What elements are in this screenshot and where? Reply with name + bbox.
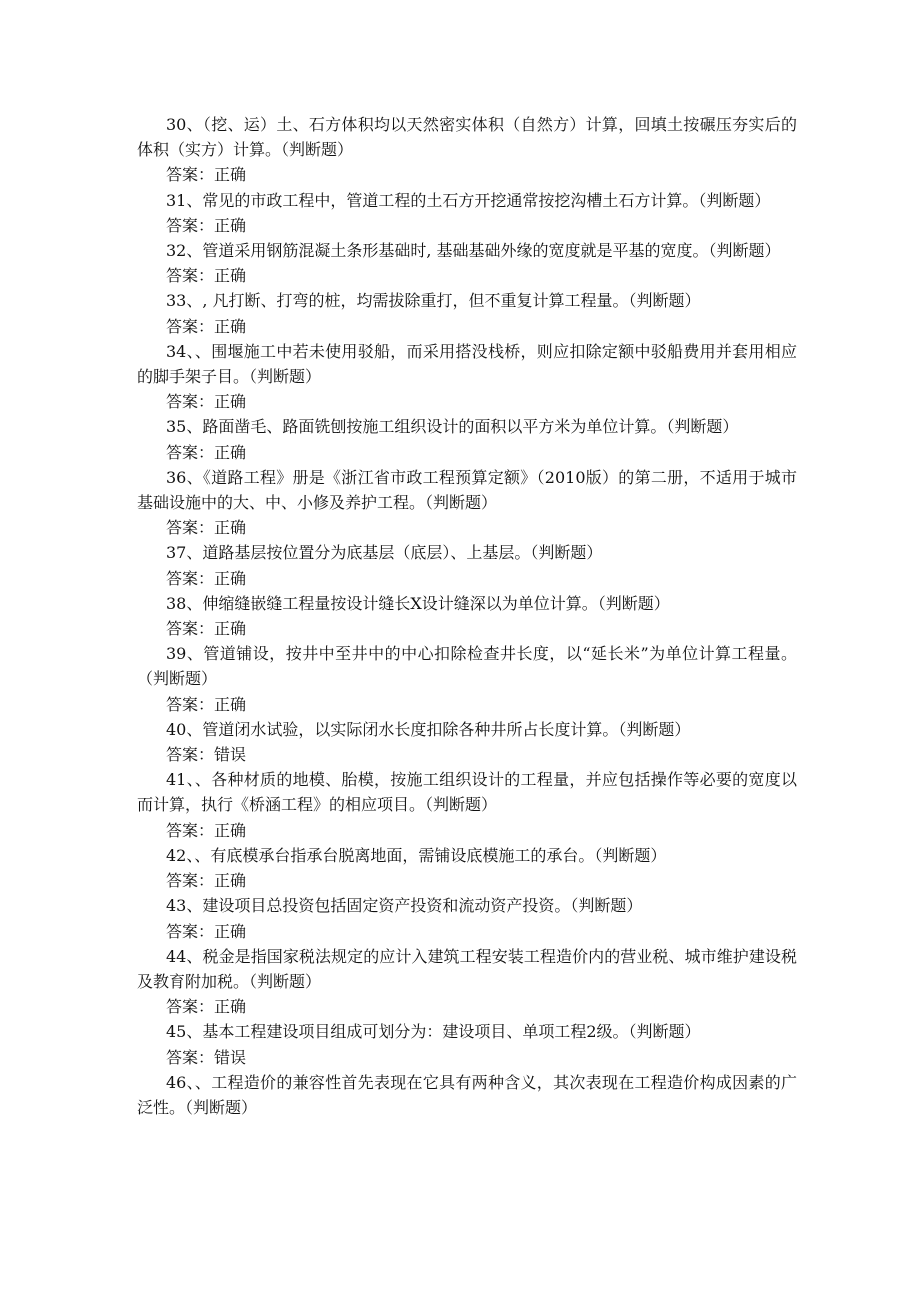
answer-37: 答案：正确 [166,568,247,588]
question-30: 30、（挖、运）土、石方体积均以天然密实体积（自然方）计算，回填土按碾压夯实后的体积（实方）计算。（判断题） [137,115,797,160]
answer-39: 答案：正确 [166,694,247,714]
question-39: 39、管道铺设，按井中至井中的中心扣除检查井长度，以“延长米”为单位计算工程量。（判断题） [137,644,797,689]
answer-44: 答案：正确 [166,997,247,1017]
question-36: 36、《道路工程》册是《浙江省市政工程预算定额》（2010版）的第二册，不适用于城市基础设施中的大、中、小修及养护工程。（判断题） [137,467,797,513]
document-page [137,112,797,1120]
question-38: 38、伸缩缝嵌缝工程量按设计缝长X设计缝深以为单位计算。（判断题） [166,593,670,613]
question-37: 37、道路基层按位置分为底基层（底层）、上基层。（判断题） [166,543,603,563]
answer-31: 答案：正确 [166,215,247,235]
answer-36: 答案：正确 [166,518,247,538]
question-46: 46、、工程造价的兼容性首先表现在它具有两种含义，其次表现在工程造价构成因素的广泛性。（判断题） [137,1072,797,1117]
question-44: 44、税金是指国家税法规定的应计入建筑工程安装工程造价内的营业税、城市维护建设税及教育附加税。（判断题） [137,946,797,991]
question-42: 42、、有底模承台指承台脱离地面，需铺设底模施工的承台。（判断题） [166,845,667,865]
question-40: 40、管道闭水试验，以实际闭水长度扣除各种井所占长度计算。（判断题） [166,719,691,739]
question-31: 31、常见的市政工程中，管道工程的土石方开挖通常按挖沟槽土石方计算。（判断题） [166,190,771,210]
answer-42: 答案：正确 [166,871,247,891]
answer-34: 答案：正确 [166,392,247,412]
question-43: 43、建设项目总投资包括固定资产投资和流动资产投资。（判断题） [166,896,643,916]
answer-40: 答案：错误 [166,745,247,765]
answer-32: 答案：正确 [166,266,247,286]
answer-41: 答案：正确 [166,820,247,840]
answer-38: 答案：正确 [166,619,247,639]
question-34: 34、、围堰施工中若未使用驳船，而采用搭没栈桥，则应扣除定额中驳船费用并套用相应的脚手架子目。（判断题） [137,341,797,387]
question-33: 33、, 凡打断、打弯的桩，均需拔除重打，但不重复计算工程量。（判断题） [166,291,701,311]
answer-35: 答案：正确 [166,442,247,462]
answer-45: 答案：错误 [166,1047,247,1067]
answer-30: 答案：正确 [166,165,247,185]
question-45: 45、基本工程建设项目组成可划分为：建设项目、单项工程2级。（判断题） [166,1022,701,1042]
answer-33: 答案：正确 [166,316,247,336]
answer-43: 答案：正确 [166,921,247,941]
question-32: 32、管道采用钢筋混凝土条形基础时, 基础基础外缘的宽度就是平基的宽度。（判断题） [166,241,781,261]
question-41: 41、、各种材质的地模、胎模，按施工组织设计的工程量，并应包括操作等必要的宽度以而计算，执行《桥涵工程》的相应项目。（判断题） [137,770,797,815]
question-35: 35、路面凿毛、路面铣刨按施工组织设计的面积以平方米为单位计算。（判断题） [166,417,739,437]
